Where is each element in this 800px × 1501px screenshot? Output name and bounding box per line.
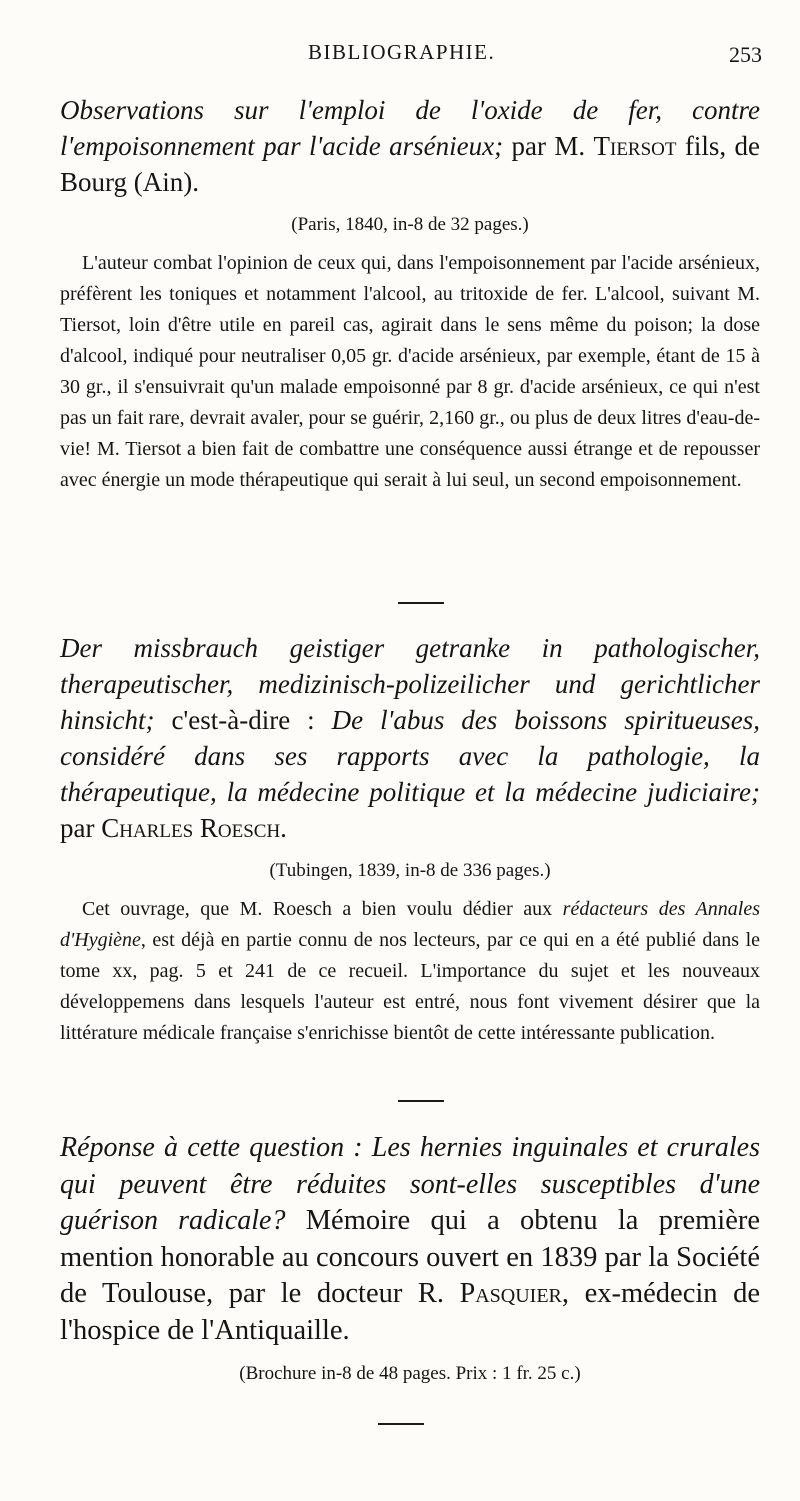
entry-3-title — [60, 1130, 760, 1349]
entry-1-author: Tiersot — [593, 131, 677, 161]
page-header — [0, 40, 800, 70]
running-head: BIBLIOGRAPHIE. — [308, 40, 496, 64]
bibliography-entry-1 — [60, 92, 760, 496]
entry-2-title-italic-1: Der missbrauch geistiger getranke in pathologischer, therapeutischer, medizinisch-polizeilicher und gerichtlicher hinsicht; — [60, 633, 760, 735]
entry-3-title-italic: Réponse à cette question : Les hernies inguinales et crurales qui peuvent être réduites sont-elles susceptibles d'une guérison radicale? — [60, 1132, 760, 1236]
bibliography-entry-3 — [60, 1130, 760, 1385]
entry-3-author: Pasquier — [459, 1278, 562, 1309]
entry-2-body-italic: rédacteurs des Annales d'Hygiène — [60, 898, 760, 951]
separator-rule-1 — [398, 602, 444, 604]
entry-1-by: par M. — [503, 131, 594, 161]
entry-2-body-part-2: , est déjà en partie connu de nos lecteurs, par ce qui en a été publié dans le tome xx, pag. 5 et 241 de ce recueil. L'importance du sujet et les nouveaux développemens dans lesquels l'auteur est entré, nous font vivement désirer que la littérature médicale française s'enrichisse bientôt de cette intéressante publication. — [60, 929, 760, 1044]
separator-rule-2 — [398, 1100, 444, 1102]
bibliography-entry-2 — [60, 630, 760, 1049]
entry-2-cest-a-dire: c'est-à-dire : — [154, 705, 332, 735]
entry-1-author-suffix: fils, de Bourg (Ain). — [60, 131, 761, 197]
entry-2-title-italic-2: De l'abus des boissons spiritueuses, considéré dans ses rapports avec la pathologie, la thérapeutique, la médecine politique et la médecine judiciaire; — [60, 705, 760, 807]
entry-2-body — [60, 894, 760, 1049]
entry-2-author: Charles Roesch. — [101, 813, 287, 843]
entry-1-title — [60, 92, 760, 200]
separator-rule-3 — [378, 1423, 424, 1425]
entry-1-pubinfo: (Paris, 1840, in-8 de 32 pages.) — [291, 214, 529, 235]
entry-2-title — [60, 630, 760, 846]
entry-3-rest-2: , ex-médecin de l'hospice de l'Antiquaille. — [60, 1278, 761, 1346]
entry-1-body: L'auteur combat l'opinion de ceux qui, dans l'empoisonnement par l'acide arsénieux, préfèrent les toniques et notamment l'alcool, au tritoxide de fer. L'alcool, suivant M. Tiersot, loin d'être utile en pareil cas, agirait dans le sens même du poison; la dose d'alcool, indiqué pour neutraliser 0,05 gr. d'acide arsénieux, par exemple, étant de 15 à 30 gr., il s'ensuivrait qu'un malade empoisonné par 8 gr. d'acide arsénieux, ce qui n'est pas un fait rare, devrait avaler, pour se guérir, 2,160 gr., ou plus de deux litres d'eau-de-vie! M. Tiersot a bien fait de combattre une conséquence aussi étrange et de repousser avec énergie un mode thérapeutique qui serait à lui seul, un second empoisonnement. — [60, 252, 760, 491]
entry-2-pubinfo: (Tubingen, 1839, in-8 de 336 pages.) — [269, 860, 551, 881]
page-number: 253 — [729, 42, 762, 67]
entry-2-body-part-1: Cet ouvrage, que M. Roesch a bien voulu dédier aux — [82, 898, 563, 920]
entry-3-pubinfo: (Brochure in-8 de 48 pages. Prix : 1 fr. 25 c.) — [239, 1363, 581, 1384]
entry-1-title-italic: Observations sur l'emploi de l'oxide de fer, contre l'empoisonnement par l'acide arsénieux; — [60, 95, 760, 161]
entry-2-by: par — [60, 813, 102, 843]
entry-3-rest-1: Mémoire qui a obtenu la première mention honorable au concours ouvert en 1839 par la Société de Toulouse, par le docteur R. — [60, 1205, 760, 1309]
